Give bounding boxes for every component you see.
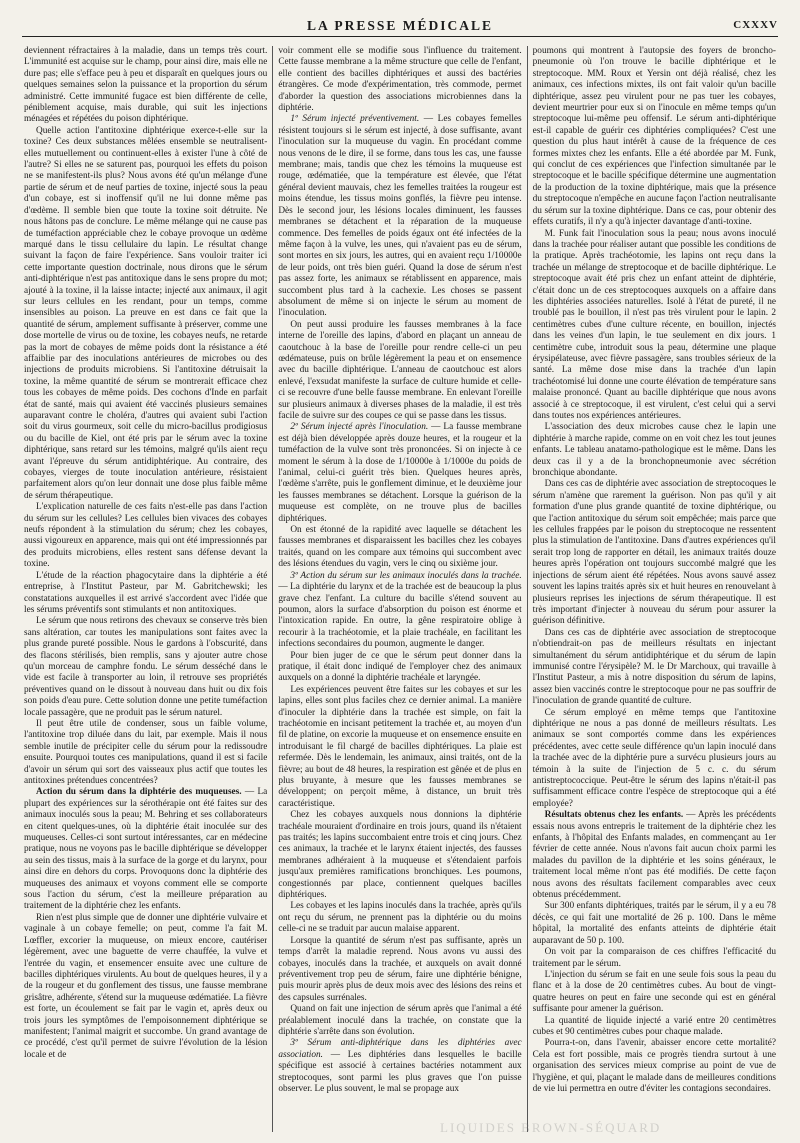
paragraph-text: Pour bien juger de ce que le sérum peut donner dans la pratique, il était donc indiqué de l'employer chez des animaux auxquels on a donné la diphtérie trachéale et laryngée. xyxy=(278,650,522,684)
paragraph xyxy=(24,46,267,126)
paragraph-text: L'association des deux microbes cause chez le lapin une diphtérie à marche rapide, comme on en voit chez les tout jeunes enfants. Le tableau anatamo-pathologique est le même. Dans les deux cas il y a de la bronchopneumonie avec sécrétion bronchique abondante. xyxy=(532,422,776,479)
paragraph xyxy=(24,126,267,502)
paragraph-text: — Les cobayes femelles résistent toujours si le sérum est injecté, à dose suffisante, avant l'inoculation sur la muqueuse du vagin. En procédant comme nous venons de le dire, il se forme, dans tous les cas, une fausse membrane; mais, tandis que chez les témoins la muqueuse est rouge, œdématiée, que la température est élevée, que l'état général devient mauvais, chez les femelles traitées la rougeur est moins étendue, les tissus moins gonflés, la fièvre peu intense. Dès le second jour, les lésions locales diminuent, les fausses membranes se détachent et la réparation de la muqueuse commence. Des femelles de poids égaux ont été infectées de la même façon à la vulve, les unes, qui n'avaient pas eu de sérum, sont mortes en six jours, les autres, qui en avaient reçu 1/10000e de leur poids, ont très bien guéri. Quand la dose de sérum n'est pas assez forte, les animaux se rétablissent en apparence, mais succombent plus tard à la cachexie. Les choses se passent absolument de même si on injecte le sérum au moment de l'inoculation. xyxy=(278,114,522,319)
subsection-heading: 1º Sérum injecté préventivement. xyxy=(290,114,420,125)
paragraph xyxy=(278,1004,521,1038)
subsection-heading: 3º Sérum anti-diphtérique dans les diphtéries avec association. xyxy=(278,1038,522,1060)
paragraph xyxy=(24,502,267,570)
paragraph xyxy=(533,628,776,708)
article-columns xyxy=(24,46,776,1132)
text-column-1 xyxy=(24,46,267,1132)
paragraph xyxy=(533,901,776,947)
paragraph xyxy=(533,708,776,811)
paragraph-text: voir comment elle se modifie sous l'influence du traitement. Cette fausse membrane a la même structure que celle de l'enfant, elle contient des bacilles diphtériques et aussi des bactéries étrangères. Ce mode d'expérimentation, très commode, permet d'aborder la question des associations microbiennes dans la diphtérie. xyxy=(278,46,522,114)
paragraph xyxy=(24,616,267,719)
subsection-heading: 2º Sérum injecté après l'inoculation. xyxy=(290,422,429,433)
paragraph-text: Rien n'est plus simple que de donner une diphtérie vulvaire et vaginale à un cobaye femelle; on peut, comme l'a fait M. Lœffler, excorier la muqueuse, on mieux encore, cautériser légèrement, avec une baguette de verre chauffée, la vulve et l'entrée du vagin, et ensemencer ensuite avec une culture de bacilles diphtériques virulents. Au bout de quelques heures, il y a de la rougeur et du gonflement des tissus, une fausse membrane grisâtre, adhérente, s'étend sur la muqueuse œdématiée. La fièvre est forte, un écoulement se fait par le vagin et, après deux ou trois jours les symptômes de l'empoisonnement diphtérique se manifestent; l'animal maigrit et succombe. Un grand avantage de ce procédé, c'est qu'il permet de suivre l'évolution de la lésion locale et de xyxy=(24,912,268,1060)
paragraph-text: Dans ces cas de diphtérie avec association de streptocoques le sérum n'amène que rarement la guérison. Non pas qu'il y ait formation d'une plus grande quantité de toxine diphtérique, ou que l'action antitoxique du sérum soit empêchée; mais parce que les cellules frappées par le poison du streptocoque ne ressentent plus la stimulation de l'antitoxine. Dans d'autres expériences qu'il serait trop long de rapporter en détail, les animaux traités douze heures après l'opération ont toujours succombé malgré que les injections de sérum aient été répétées. Nous avons sauvé assez souvent les lapins traités après six et huit heures en renouvelant à plusieurs reprises les injections de sérum thérapeutique. Il est très important d'injecter à nouveau du sérum pour assurer la guérison définitive. xyxy=(532,479,776,627)
paragraph xyxy=(533,479,776,627)
paragraph xyxy=(278,422,521,525)
paragraph xyxy=(533,46,776,229)
paragraph xyxy=(24,571,267,617)
paragraph xyxy=(278,901,521,935)
paragraph-text: — La plupart des expériences sur la sérothérapie ont été faites sur des animaux inoculés sous la peau; M. Behring et ses collaborateurs en citent quelques-unes, où la diphtérie était inoculée sur des muqueuses. Celles-ci sont surtout intéressantes, car en médecine pratique, nous ne voyons pas le bacille diphtérique se développer au sein des tissus, mais à la surface de la gorge et du larynx, pour ainsi dire en dehors du corps. Provoquons donc la diphtérie des muqueuses des animaux et voyons comment elle se comporte sous l'action du sérum, c'est la meilleure préparation au traitement de la diphtérie chez les enfants. xyxy=(24,787,268,912)
paragraph-text: Les expériences peuvent être faites sur les cobayes et sur les lapins, elles sont plus faciles chez ce dernier animal. La manière d'inoculer la diphtérie dans la trachée est simple, on fait la trachéotomie en incisant petitement la trachée et, au moyen d'un fil de platine, on excorie la muqueuse et on ensemence ensuite en introduisant le fil chargé de bacilles diphtériques. La plaie est refermée. Dès le lendemain, les animaux, ainsi traités, ont de la fièvre; au bout de 48 heures, la respiration est gênée et de plus en plus bruyante, à mesure que les fausses membranes se développent; on perçoit même, à distance, un bruit très caractéristique. xyxy=(278,684,522,809)
paragraph-text: Quand on fait une injection de sérum après que l'animal a été préalablement inoculé dans la trachée, on constate que la diphtérie s'arrête dans son évolution. xyxy=(278,1004,522,1037)
paragraph xyxy=(533,970,776,1016)
paragraph-text: Pourra-t-on, dans l'avenir, abaisser encore cette mortalité? Cela est fort possible, mais ce progrès tiendra surtout à une organisation des services mieux comprise au point de vue de l'hygiène, et qui, plaçant le malade dans de meilleures conditions de vie lui permettra en outre d'éviter les contagions secondaires. xyxy=(532,1038,776,1094)
paragraph-text: Les cobayes et les lapins inoculés dans la trachée, après qu'ils ont reçu du sérum, ne prennent pas la diphtérie ou du moins celle-ci ne se traduit par aucun malaise apparent. xyxy=(278,901,522,935)
paragraph xyxy=(278,46,521,114)
paragraph-text: L'injection du sérum se fait en une seule fois sous la peau du flanc et à la dose de 20 centimètres cubes. Au bout de vingt-quatre heures on peut en faire une seconde qui est en général suffisante pour amener la guérison. xyxy=(532,969,776,1015)
paragraph xyxy=(278,936,521,1004)
paragraph xyxy=(24,719,267,787)
masthead xyxy=(22,18,778,37)
page-number: CXXXV xyxy=(733,19,778,31)
paragraph-text: deviennent réfractaires à la maladie, dans un temps très court. L'immunité est acquise sur le champ, pour ainsi dire, mais elle ne dure pas; elle s'efface peu à peu et disparaît en quelques jours ou quelques semaines selon la puissance et la proportion du sérum administré. Cette immunité fugace est bien différente de celle, péniblement acquise, mais durable, qui suit les injections ménagées et répétées du poison diphtérique. xyxy=(24,46,268,125)
paragraph xyxy=(278,685,521,810)
paragraph-text: Il peut être utile de condenser, sous un faible volume, l'antitoxine trop diluée dans du lait, par exemple. Mais il nous semble inutile de précipiter celle du sérum pour la redissoudre ensuite. Pourquoi toutes ces manipulations, quand il est si facile d'avoir un sérum qui sort des vaisseaux plus actif que toutes les antitoxines prétendues concentrées? xyxy=(24,718,268,786)
paragraph-text: On peut aussi produire les fausses membranes à la face interne de l'oreille des lapins, d'abord en plaçant un anneau de caoutchouc à la base de l'oreille pour rendre celle-ci un peu œdémateuse, puis on brûle légèrement la peau et on ensemence avec du bacille diphtérique. L'anneau de caoutchouc est alors enlevé, l'exsudat manifeste la surface de culture humide et celle-ci se recouvre d'une belle fausse membrane. En enlevant l'oreille sur plusieurs animaux à diverses phases de la maladie, il est très facile de suivre sur des coupes ce qui se passe dans les tissus. xyxy=(278,319,522,421)
publication-title: LA PRESSE MÉDICALE xyxy=(306,18,494,33)
text-column-2 xyxy=(272,46,521,1132)
paragraph xyxy=(24,913,267,1061)
paragraph-text: On voit par la comparaison de ces chiffres l'efficacité du traitement par le sérum. xyxy=(532,947,776,969)
subsection-heading: 3º Action du sérum sur les animaux inoculés dans la trachée. xyxy=(290,570,522,581)
paragraph xyxy=(278,810,521,901)
paragraph xyxy=(533,810,776,901)
paragraph xyxy=(278,651,521,685)
paragraph xyxy=(533,229,776,423)
paragraph xyxy=(278,320,521,423)
paragraph xyxy=(278,571,521,651)
paragraph xyxy=(533,947,776,970)
paragraph-text: Chez les cobayes auxquels nous donnions la diphtérie trachéale mouraient d'ordinaire en trois jours, quand ils n'étaient pas traités; les lapins succombaient entre trois et cinq jours. Chez ces animaux, la trachée et le larynx étaient injectés, des fausses membranes adhéraient à la muqueuse et s'étendaient parfois jusqu'aux premières ramifications bronchiques. Les poumons, congestionnés par place, contiennent quelques bacilles diphtériques. xyxy=(278,810,522,901)
paragraph-text: — La fausse membrane est déjà bien développée après douze heures, et la rougeur et la tuméfaction de la vulve sont très prononcées. Si on injecte à ce moment le sérum à la dose de 1/10000e à 1/1000e du poids de l'animal, celui-ci guérit très bien. Quelques heures après, l'œdème s'arrête, puis le gonflement diminue, et le deuxième jour les fausses membranes se détachent. Lorsque la guérison de la muqueuse est complète, on ne trouve plus de bacilles diphtériques. xyxy=(278,422,522,524)
paragraph-text: L'explication naturelle de ces faits n'est-elle pas dans l'action du sérum sur les cellules? Les cellules bien vivaces des cobayes neufs répondent à la stimulation du sérum; chez les cobayes, aussi vigoureux en apparence, mais qui ont été impressionnés par des produits microbiens, elles restent sans défense devant la toxine. xyxy=(24,502,268,570)
paragraph xyxy=(278,114,521,319)
paragraph xyxy=(533,1016,776,1039)
paragraph-text: — Les diphtéries dans lesquelles le bacille spécifique est associé à certaines bactéries notamment aux streptocoques, sont parmi les plus graves que l'on puisse observer. Le plus souvent, le mal se propage aux xyxy=(278,1049,522,1094)
paragraph-text: Quelle action l'antitoxine diphtérique exerce-t-elle sur la toxine? Ces deux substances mêlées ensemble se neutralisent-elles mutuellement ou continuent-elles à exister l'une à côté de l'autre? Si elles ne se saturent pas, pourquoi les effets du poison ne se manifestent-ils plus? Nous avons été qu'un mélange d'une partie de sérum et de neuf parties de toxine, injecté sous la peau d'un cobaye, est si inoffensif qu'il ne lui donne même pas d'œdème. Il semble bien que toute la toxine soit détruite. Ne nous hâtons pas de conclure. Le même mélange qui ne cause pas de tuméfaction appréciable chez le cobaye provoque un œdème marqué dans le tissu cellulaire du lapin. Le résultat change suivant la façon de faire l'expérience. Sans vouloir traiter ici cette importante question doctrinale, nous dirons que le sérum anti-diphtérique n'est pas antitoxique dans le sens propre du mot; ajouté à la toxine, il la laisse intacte; injecté aux animaux, il agit sur leurs cellules en les rendant, pour un temps, comme insensibles au poison. La preuve en est dans ce fait que la quantité de sérum, amplement suffisante à préserver, comme une dose mortelle de virus ou de toxine, les cobayes neufs, ne retarde pas la mort de cobayes de même poids dont la résistance a été affaiblie par des inoculations antérieures de microbes ou des injections de produits microbiens. Si l'antitoxine détruisait la toxine, la même quantité de sérum se montrerait efficace chez tous les cobayes de même poids. Des cochons d'Inde en parfait état de santé, mais qui avaient été vaccinés plusieurs semaines auparavant contre le choléra, d'autres qui avaient subi l'action soit du virus gourmeux, soit celle du micro-bacillus prodigiosus ou du bacille de Kiel, ont été pris par le sérum avec la toxine diphtérique, sans retard sur les témoins, malgré qu'ils aient reçu avant l'épreuve du sérum antidiphtérique. Au contraire, des cobayes, vierges de toute inoculation antérieure, résistaient parfaitement alors qu'on leur donnait une dose plus faible même de sérum thérapeutique. xyxy=(24,125,268,501)
paragraph-text: L'étude de la réaction phagocytaire dans la diphtérie a été entreprise, à l'Institut Pasteur, par M. Gabritchewski; les constatations auxquelles il est arrivé s'accordent avec l'idée que les sérums préventifs sont stimulants et non antitoxiques. xyxy=(24,570,268,615)
paragraph-text: M. Funk fait l'inoculation sous la peau; nous avons inoculé dans la trachée pour réaliser autant que possible les conditions de la pratique. Après trachéotomie, les lapins ont reçu dans la trachée un mélange de streptocoque et de bacille diphtérique. Le streptocoque avait été pris chez un enfant atteint de diphtérie, c'était donc un de ces streptocoques auxquels on a affaire dans les diphtéries associées naturelles. Isolé à l'état de pureté, il ne troublé pas le bouillon, il n'est pas très virulent pour le lapin. 2 centimètres cubes d'une culture récente, en bouillon, injectés dans les veines d'un lapin, le tue seulement en dix jours. 1 centimètre cube, introduit sous la peau, détermine une plaque érysipélateuse, avec fièvre passagère, sans troubles sérieux de la santé. La même dose mise dans la trachée d'un lapin trachéotomisé lui donne une courte élévation de température sans malaise prononcé. Quant au bacille diphtérique que nous avons associé à ce streptocoque, il est virulent, c'est celui qui a servi dans toutes nos expériences antérieures. xyxy=(532,228,776,421)
paragraph-text: Dans ces cas de diphtérie avec association de streptocoque n'obtiendrait-on pas de meilleurs résultats en injectant simultanément du sérum antidiphtérique et du sérum de lapin immunisé contre l'érysipèle? M. le Dr Marchoux, qui travaille à l'Institut Pasteur, a mis à notre disposition du sérum de lapins, assez bien vaccinés contre le streptocoque pour ne pas souffrir de l'inoculation de grande quantité de culture. xyxy=(532,627,776,707)
paragraph xyxy=(24,787,267,912)
section-heading: Action du sérum dans la diphtérie des muqueuses. xyxy=(36,787,242,798)
paragraph xyxy=(533,422,776,479)
paragraph-text: La quantité de liquide injecté a varié entre 20 centimètres cubes et 90 centimètres cubes pour chaque malade. xyxy=(532,1015,776,1037)
paragraph-text: Sur 300 enfants diphtériques, traités par le sérum, il y a eu 78 décès, ce qui fait une mortalité de 26 p. 100. Dans le même hôpital, la mortalité des enfants atteints de diphtérie était auparavant de 50 p. 100. xyxy=(532,901,776,946)
paragraph-text: — La diphtérie du larynx et de la trachée est de beaucoup la plus grave chez l'enfant. La culture du bacille s'étend souvent au poumon, alors la surface d'absorption du poison est énorme et l'intoxication rapide. En outre, la gêne respiratoire oblige à recourir à la trachéotomie, et la plaie trachéale, en facilitant les infections secondaires du poumon, augmente le danger. xyxy=(278,582,522,650)
section-heading: Résultats obtenus chez les enfants. xyxy=(544,810,684,821)
text-column-3 xyxy=(527,46,776,1132)
paragraph-text: On est étonné de la rapidité avec laquelle se détachent les fausses membranes et disparaissent les bacilles chez les cobayes traités, quand on les compare aux témoins qui succombent avec des lésions étendues du vagin, vers le cinq ou sixième jour. xyxy=(278,525,522,570)
paragraph xyxy=(278,525,521,571)
paragraph xyxy=(533,1038,776,1095)
paragraph-text: Lorsque la quantité de sérum n'est pas suffisante, après un temps d'arrêt la maladie reprend. Nous avons vu aussi des cobayes, inoculés dans la trachée, et auxquels on avait donné préventivement trop peu de sérum, faire une diphtérie bénigne, puis mourir après plus de deux mois avec des lésions des reins et des capsules surrénales. xyxy=(278,935,522,1003)
paragraph-text: — Après les précédents essais nous avons entrepris le traitement de la diphtérie chez les enfants, à l'hôpital des Enfants malades, en commençant au 1er février de cette année. Nous n'avons fait aucun choix parmi les malades du pavillon de la diphtérie et les soins généraux, le traitement local même n'ont pas été modifiés. De cette façon nous avons des résultats facilement comparables avec ceux obtenus précédemment. xyxy=(532,810,776,901)
paragraph-text: Le sérum que nous retirons des chevaux se conserve très bien sans altération, car toutes les manipulations sont faites avec la plus grande pureté possible. Nous le gardons à l'obscurité, dans des flacons stérilisés, bien remplis, sans y ajouter autre chose qu'un morceau de camphre fondu. Le sérum desséché dans le vide est facile à transporter au loin, il retrouve ses propriétés préventives quand on le dissout à nouveau dans huit ou dix fois son poids d'eau pure. Cette solution donne une petite tuméfaction locale passagère, que ne produit pas le sérum naturel. xyxy=(24,616,268,718)
paragraph-text: poumons qui montrent à l'autopsie des foyers de broncho-pneumonie où l'on trouve le bacille diphtérique et le streptocoque. MM. Roux et Yersin ont déjà réalisé, chez les animaux, ces infections mixtes, ils ont fait valoir qu'un bacille diphtérique, assez peu virulent pour ne pas tuer les cobayes, devient meurtrier pour eux si on l'inocule en même temps qu'un streptocoque lui-même peu offensif. Le sérum anti-diphtérique est-il capable de guérir ces diphtéries compliquées? C'est une question du plus haut intérêt à cause de la fréquence de ces formes mixtes chez les enfants. Elle a été abordée par M. Funk, qui conclut de ces expériences que l'infection simultanée par le streptocoque et le bacille spécifique détermine une augmentation de la production de la toxine diphtérique, mais que la présence du streptocoque n'empêche en aucune façon l'action neutralisante du sérum sur la toxine diphtérique. Dans ce cas, pour obtenir des effets curatifs, il n'y a qu'à injecter davantage d'anti-toxine. xyxy=(532,46,776,228)
watermark-text: LIQUIDES BROWN-SÉQUARD xyxy=(440,1120,662,1135)
paragraph xyxy=(278,1038,521,1095)
paragraph-text: Ce sérum employé en même temps que l'antitoxine diphtérique ne nous a pas donné de meilleurs résultats. Les animaux se sont comportés comme dans les expériences précédentes, avec cette seule différence qu'un lapin inoculé dans la trachée avec de la diphtérie pure a survécu plusieurs jours au témoin à la suite de l'injection de 5 c. c. du sérum antistreptococcique. Peut-être le sérum des lapins n'était-il pas suffisamment efficace contre l'espèce de streptocoque qui a été employée? xyxy=(532,707,776,809)
